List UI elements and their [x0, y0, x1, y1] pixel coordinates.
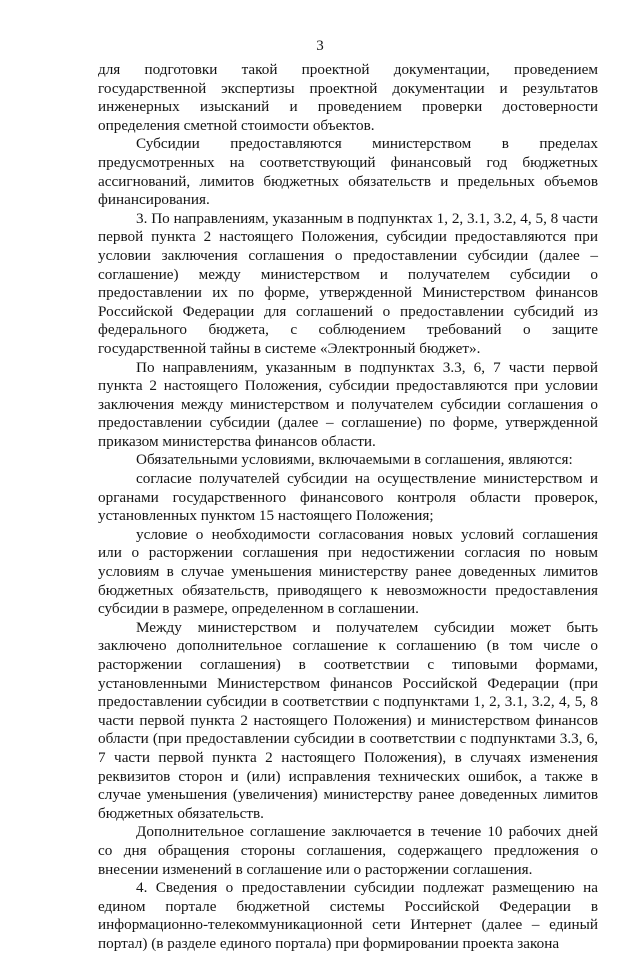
paragraph: для подготовки такой проектной документации, проведением государственной экспертизы проектной документации и результатов инженерных изысканий и проведением проверки достоверности определения сметной стоимости объектов.: [98, 61, 598, 134]
paragraph: Дополнительное соглашение заключается в течение 10 рабочих дней со дня обращения стороны соглашения, содержащего предложения о внесении изменений в соглашение или о расторжении соглашения.: [98, 823, 598, 878]
paragraph: условие о необходимости согласования новых условий соглашения или о расторжении соглашения при недостижении согласия по новым условиям в случае уменьшения министерству ранее доведенных лимитов бюджетных обязательств, приводящего к невозможности предоставления субсидии в размере, определенном в соглашении.: [98, 525, 598, 618]
paragraph: По направлениям, указанным в подпунктах 3.3, 6, 7 части первой пункта 2 настоящего Положения, субсидии предоставляются при условии заключения между министерством и получателем субсидии соглашения о предоставлении субсидии (далее – соглашение) по форме, утвержденной приказом министерства финансов области.: [98, 358, 598, 450]
document-body: [98, 61, 598, 954]
paragraph: Между министерством и получателем субсидии может быть заключено дополнительное соглашение к соглашению (в том числе о расторжении соглашения) в соответствии с типовыми формами, установленными Министерством финансов Российской Федерации (при предоставлении субсидии в соответствии с подпунктами 1, 2, 3.1, 3.2, 4, 5, 8 части первой пункта 2 настоящего Положения) и министерством финансов области (при предоставлении субсидии в соответствии с подпунктами 3.3, 6, 7 части первой пункта 2 настоящего Положения), в случаях изменения реквизитов сторон и (или) исправления технических ошибок, а также в случае уменьшения (увеличения) министерству ранее доведенных лимитов бюджетных обязательств.: [98, 618, 598, 822]
page-number: 3: [316, 38, 324, 54]
paragraph: Обязательными условиями, включаемыми в соглашения, являются:: [136, 451, 573, 469]
paragraph: 3. По направлениям, указанным в подпунктах 1, 2, 3.1, 3.2, 4, 5, 8 части первой пункта 2 настоящего Положения, субсидии предоставляются при условии заключения соглашения о предоставлении субсидии (далее – соглашение) между министерством и получателем субсидии о предоставлении их по форме, утвержденной Министерством финансов Российской Федерации для соглашений о предоставлении субсидий из федерального бюджета, с соблюдением требований о защите государственной тайны в системе «Электронный бюджет».: [98, 209, 598, 357]
paragraph: Субсидии предоставляются министерством в пределах предусмотренных на соответствующий финансовый год бюджетных ассигнований, лимитов бюджетных обязательств и предельных объемов финансирования.: [98, 135, 598, 209]
paragraph: согласие получателей субсидии на осуществление министерством и органами государственного финансового контроля области проверок, установленных пунктом 15 настоящего Положения;: [98, 470, 598, 525]
paragraph: 4. Сведения о предоставлении субсидии подлежат размещению на едином портале бюджетной системы Российской Федерации в информационно-телекоммуникационной сети Интернет (далее – единый портал) (в разделе единого портала) при формировании проекта закона: [98, 879, 598, 952]
